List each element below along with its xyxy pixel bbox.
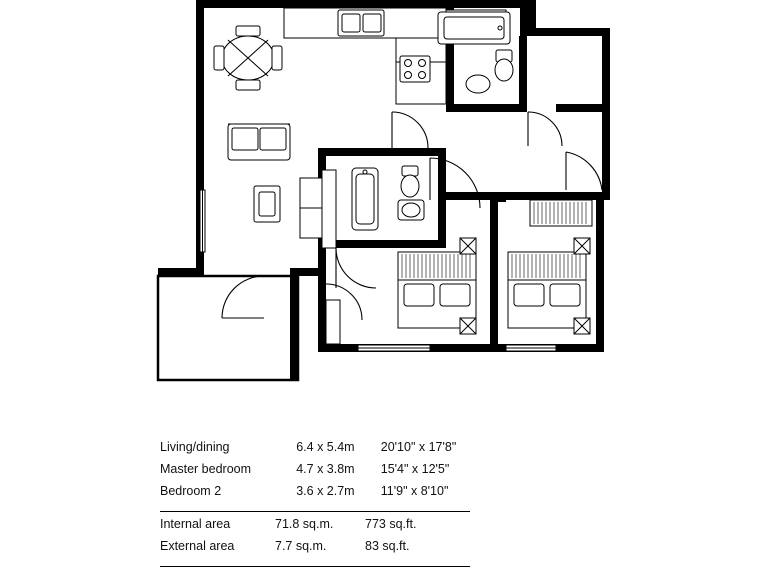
area-label: External area: [160, 539, 235, 553]
room-name: Living/dining: [160, 440, 230, 454]
hob: [400, 56, 430, 82]
schedule-row: [160, 462, 470, 484]
room-size-imperial: 11'9" x 8'10": [380, 484, 449, 498]
side-unit: [300, 170, 336, 248]
area-metric: 7.7 sq.m.: [275, 539, 327, 553]
schedule-divider-top: [160, 511, 470, 512]
area-row: [160, 517, 470, 539]
schedule-row: [160, 484, 470, 506]
area-imperial: 773 sq.ft.: [365, 517, 417, 531]
area-metric: 71.8 sq.m.: [275, 517, 334, 531]
double-bed-bedroom2: [398, 238, 476, 334]
room-size-imperial: 20'10" x 17'8": [380, 440, 457, 454]
wardrobe: [530, 200, 592, 226]
double-bed-master: [508, 238, 590, 334]
area-imperial: 83 sq.ft.: [365, 539, 410, 553]
hallway-detail: [326, 300, 340, 344]
sofa: [228, 124, 290, 160]
room-schedule: [160, 440, 470, 567]
balcony: [158, 276, 298, 380]
room-size-metric: 4.7 x 3.8m: [296, 462, 355, 476]
area-label: Internal area: [160, 517, 231, 531]
balcony-wall: [290, 268, 320, 380]
room-size-metric: 6.4 x 5.4m: [296, 440, 355, 454]
room-size-metric: 3.6 x 2.7m: [296, 484, 355, 498]
bathroom-fixtures: [352, 166, 424, 230]
armchair: [254, 186, 280, 222]
room-name: Bedroom 2: [160, 484, 222, 498]
dining-table-and-chairs: [214, 26, 282, 90]
room-name: Master bedroom: [160, 462, 252, 476]
kitchen-sink: [338, 10, 384, 36]
room-size-imperial: 15'4" x 12'5": [380, 462, 450, 476]
area-row: [160, 539, 470, 561]
schedule-row: [160, 440, 470, 462]
schedule-divider-bottom: [160, 566, 470, 567]
